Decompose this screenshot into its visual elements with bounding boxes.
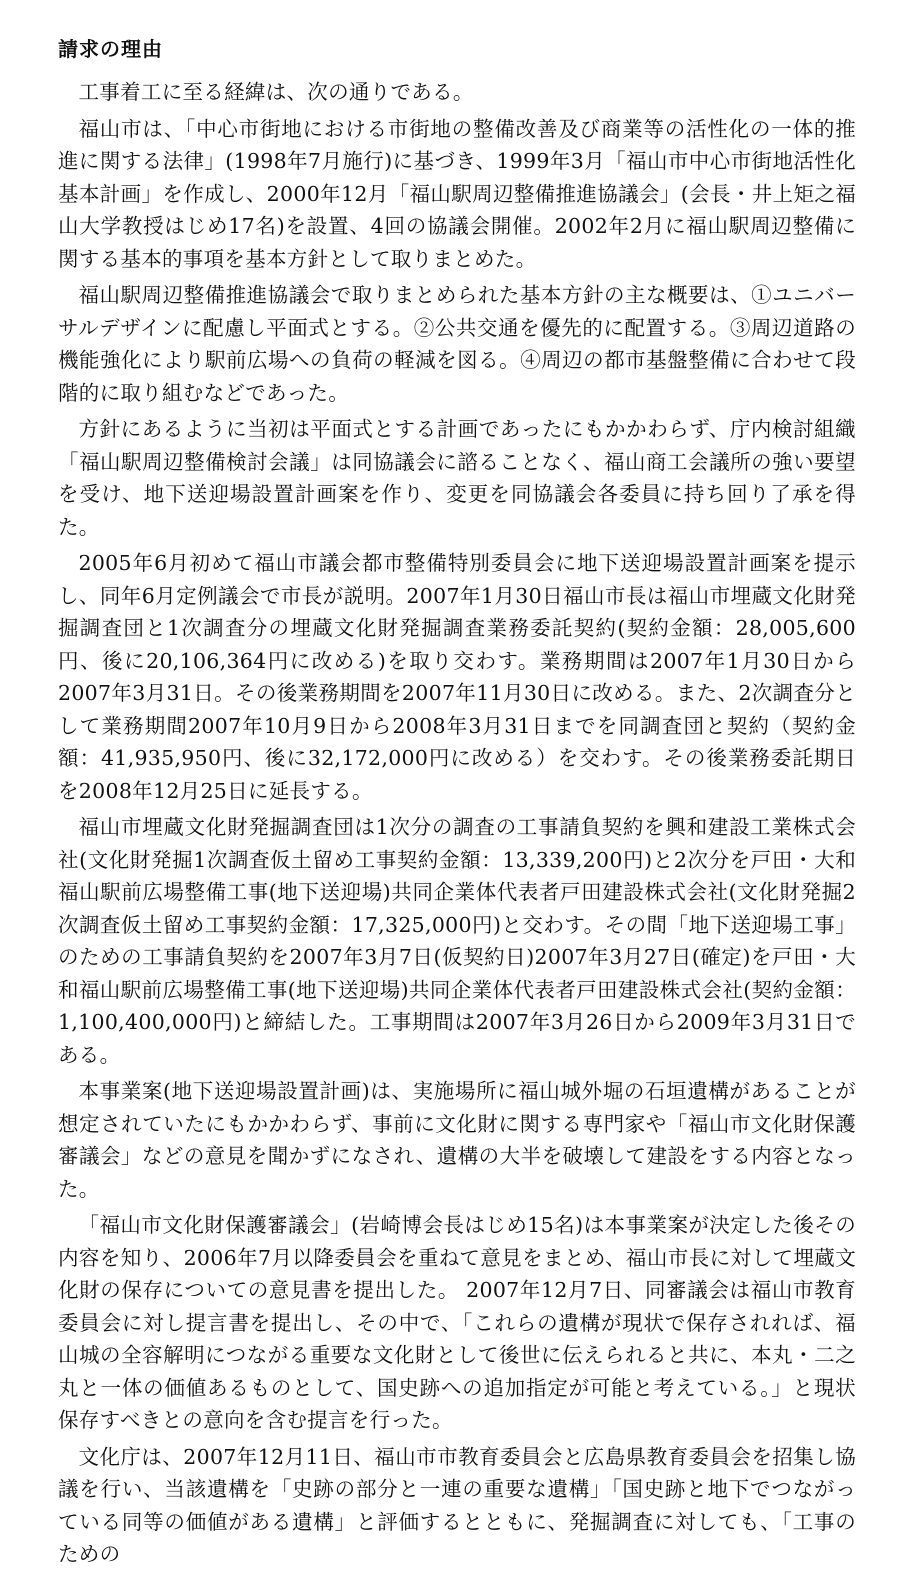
paragraph-basic-plan: 福山市は、「中心市街地における市街地の整備改善及び商業等の活性化の一体的推進に関する法律」(1998年7月施行)に基づき、1999年3月「福山市中心市街地活性化基本計画」を作成し、2000年12月「福山駅周辺整備推進協議会」(会長・井上矩之福山大学教授はじめ17名)を設置、4回の協議会開催。2002年2月に福山駅周辺整備に関する基本的事項を基本方針として取りまとめた。 (58, 116, 856, 271)
paragraph-agency-evaluation: 文化庁は、2007年12月11日、福山市市教育委員会と広島県教育委員会を招集し協議を行い、当該遺構を「史跡の部分と一連の重要な遺構」「国史跡と地下でつながっている同等の価値がある遺構」と評価するとともに、発掘調査に対しても、「工事のための (58, 1444, 856, 1566)
paragraph-council-proposal: 「福山市文化財保護審議会」(岩崎博会長はじめ15名)は本事業案が決定した後その内容を知り、2006年7月以降委員会を重ねて意見をまとめ、福山市長に対して埋蔵文化財の保存についての意見書を提出した。 2007年12月7日、同審議会は福山市教育委員会に対し提言書を提出し、その中で、「これらの遺構が現状で保存されれば、福山城の全容解明につながる重要な文化財として後世に伝えられると共に、本丸・二之丸と一体の価値あるものとして、国史跡への追加指定が可能と考えている。」と現状保存すべきとの意向を含む提言を行った。 (58, 1213, 856, 1432)
section-heading: 請求の理由 (58, 37, 163, 61)
paragraph-plan-change: 方針にあるように当初は平面式とする計画であったにもかかわらず、庁内検討組織「福山駅周辺整備検討会議」は同協議会に諮ることなく、福山商工会議所の強い要望を受け、地下送迎場設置計画案を作り、変更を同協議会各委員に持ち回り了承を得た。 (58, 417, 856, 539)
paragraph-construction-contracts: 福山市埋蔵文化財発掘調査団は1次分の調査の工事請負契約を興和建設工業株式会社(文化財発掘1次調査仮土留め工事契約金額：13,339,200円)と2次分を戸田・大和福山駅前広場整備工事(地下送迎場)共同企業体代表者戸田建設株式会社(文化財発掘2次調査仮土留め工事契約金額：17,325,000円)と交わす。その間「地下送迎場工事」のための工事請負契約を2007年3月7日(仮契約日)2007年3月27日(確定)を戸田・大和福山駅前広場整備工事(地下送迎場)共同企業体代表者戸田建設株式会社(契約金額：1,100,400,000円)と締結した。工事期間は2007年3月26日から2009年3月31日である。 (58, 815, 856, 1067)
paragraph-excavation-contracts: 2005年6月初めて福山市議会都市整備特別委員会に地下送迎場設置計画案を提示し、同年6月定例議会で市長が説明。2007年1月30日福山市長は福山市埋蔵文化財発掘調査団と1次調査分の埋蔵文化財発掘調査業務委託契約(契約金額：28,005,600円、後に20,106,364円に改める)を取り交わす。業務期間は2007年1月30日から2007年3月31日。その後業務期間を2007年11月30日に改める。また、2次調査分として業務期間2007年10月9日から2008年3月31日までを同調査団と契約（契約金額：41,935,950円、後に32,172,000円に改める）を交わす。その後業務委託期日を2008年12月25日に延長する。 (58, 551, 856, 803)
paragraph-policy-summary: 福山駅周辺整備推進協議会で取りまとめられた基本方針の主な概要は、①ユニバーサルデザインに配慮し平面式とする。②公共交通を優先的に配置する。③周辺道路の機能強化により駅前広場への負荷の軽減を図る。④周辺の都市基盤整備に合わせて段階的に取り組むなどであった。 (58, 283, 856, 405)
paragraph-intro: 工事着工に至る経緯は、次の通りである。 (78, 80, 474, 104)
paragraph-project-plan: 本事業案(地下送迎場設置計画)は、実施場所に福山城外堀の石垣遺構があることが想定されていたにもかかわらず、事前に文化財に関する専門家や「福山市文化財保護審議会」などの意見を聞かずになされ、遺構の大半を破壊して建設をする内容となった。 (58, 1079, 856, 1201)
